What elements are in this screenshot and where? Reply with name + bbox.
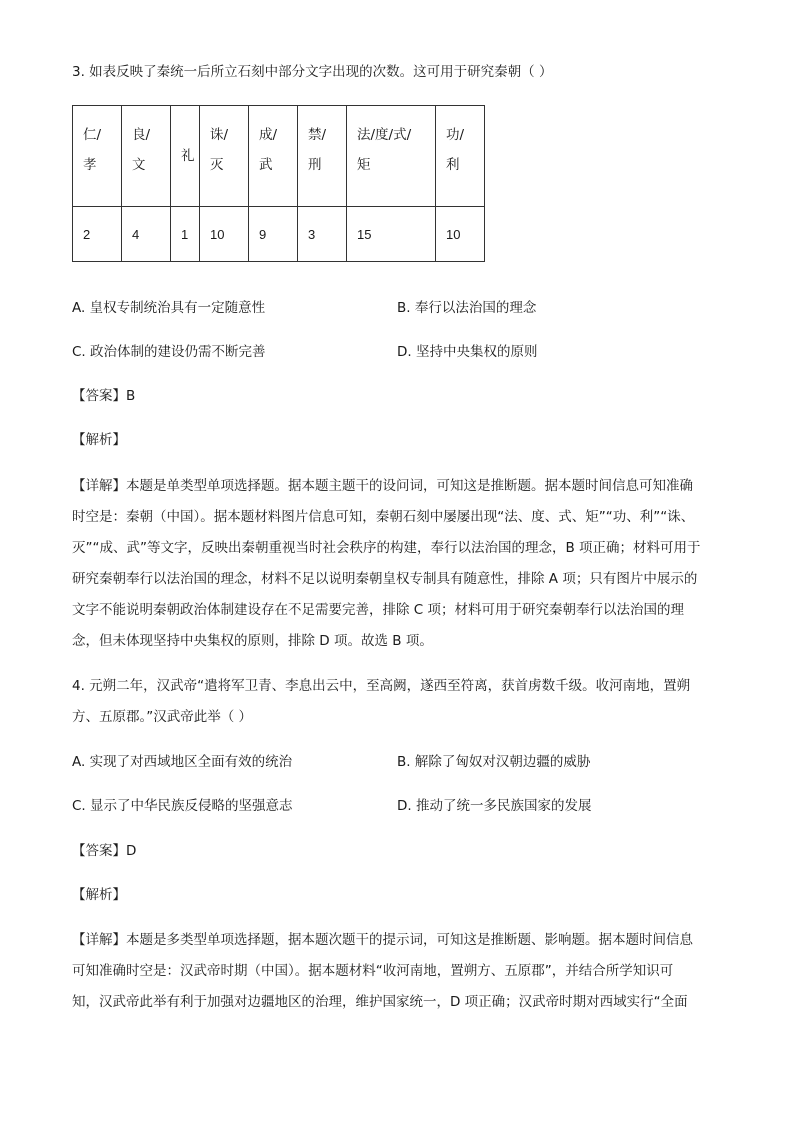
q3-detail-line: 时空是：秦朝（中国）。据本题材料图片信息可知，秦朝石刻中屡屡出现“法、度、式、矩”“功、利”“诛、 (72, 509, 695, 525)
q3-detail-line: 研究秦朝奉行以法治国的理念，材料不足以说明秦朝皇权专制具有随意性，排除 A 项；只有图片中展示的 (72, 571, 698, 587)
table-header-cell: 仁/ 孝 (73, 106, 122, 207)
table-header-row (73, 106, 485, 207)
table-header-cell: 功/ 利 (436, 106, 485, 207)
q3-detail-line: 文字不能说明秦朝政治体制建设存在不足需要完善，排除 C 项；材料可用于研究秦朝奉行以法治国的理 (72, 602, 685, 618)
q4-answer: 【答案】D (72, 843, 137, 859)
table-cell: 9 (249, 207, 298, 262)
q4-stem-line: 4. 元朔二年，汉武帝“遣将军卫青、李息出云中，至高阙，遂西至符离，获首虏数千级。收河南地，置朔 (72, 678, 691, 694)
q4-detail-line: 可知准确时空是：汉武帝时期（中国）。据本题材料“收河南地，置朔方、五原郡”，并结合所学知识可 (72, 963, 674, 979)
q3-option-c: C. 政治体制的建设仍需不断完善 (72, 344, 266, 360)
table-cell: 10 (436, 207, 485, 262)
q4-option-d: D. 推动了统一多民族国家的发展 (397, 798, 592, 814)
q3-detail-line: 【详解】本题是单类型单项选择题。据本题主题干的设问词，可知这是推断题。据本题时间信息可知准确 (72, 478, 693, 494)
q3-option-a: A. 皇权专制统治具有一定随意性 (72, 300, 266, 316)
q3-answer: 【答案】B (72, 388, 136, 404)
q3-stem: 3. 如表反映了秦统一后所立石刻中部分文字出现的次数。这可用于研究秦朝（ ） (72, 64, 553, 80)
q3-analysis-label: 【解析】 (72, 432, 126, 448)
table-cell: 10 (200, 207, 249, 262)
q4-option-b: B. 解除了匈奴对汉朝边疆的威胁 (397, 754, 591, 770)
table-cell: 2 (73, 207, 122, 262)
q3-detail-line: 念，但未体现坚持中央集权的原则，排除 D 项。故选 B 项。 (72, 633, 433, 649)
table-cell: 1 (171, 207, 200, 262)
table-cell: 3 (298, 207, 347, 262)
q3-option-d: D. 坚持中央集权的原则 (397, 344, 538, 360)
table-cell: 15 (347, 207, 436, 262)
q3-option-b: B. 奉行以法治国的理念 (397, 300, 537, 316)
q3-detail-line: 灭”“成、武”等文字，反映出秦朝重视当时社会秩序的构建，奉行以法治国的理念，B 项正确；材料可用于 (72, 540, 701, 556)
table-row (73, 207, 485, 262)
q4-option-a: A. 实现了对西域地区全面有效的统治 (72, 754, 293, 770)
q3-table (72, 105, 485, 262)
q4-detail-line: 知，汉武帝此举有利于加强对边疆地区的治理，维护国家统一，D 项正确；汉武帝时期对西域实行“全面 (72, 994, 688, 1010)
table-header-cell: 礼 (171, 106, 200, 207)
table-cell: 4 (122, 207, 171, 262)
q4-analysis-label: 【解析】 (72, 887, 126, 903)
table-header-cell: 禁/ 刑 (298, 106, 347, 207)
table-header-cell: 法/度/式/ 矩 (347, 106, 436, 207)
q4-detail-line: 【详解】本题是多类型单项选择题，据本题次题干的提示词，可知这是推断题、影响题。据本题时间信息 (72, 932, 693, 948)
table-header-cell: 良/ 文 (122, 106, 171, 207)
q4-stem-line: 方、五原郡。”汉武帝此举（ ） (72, 709, 253, 725)
q4-option-c: C. 显示了中华民族反侵略的坚强意志 (72, 798, 293, 814)
table-header-cell: 诛/ 灭 (200, 106, 249, 207)
table-header-cell: 成/ 武 (249, 106, 298, 207)
